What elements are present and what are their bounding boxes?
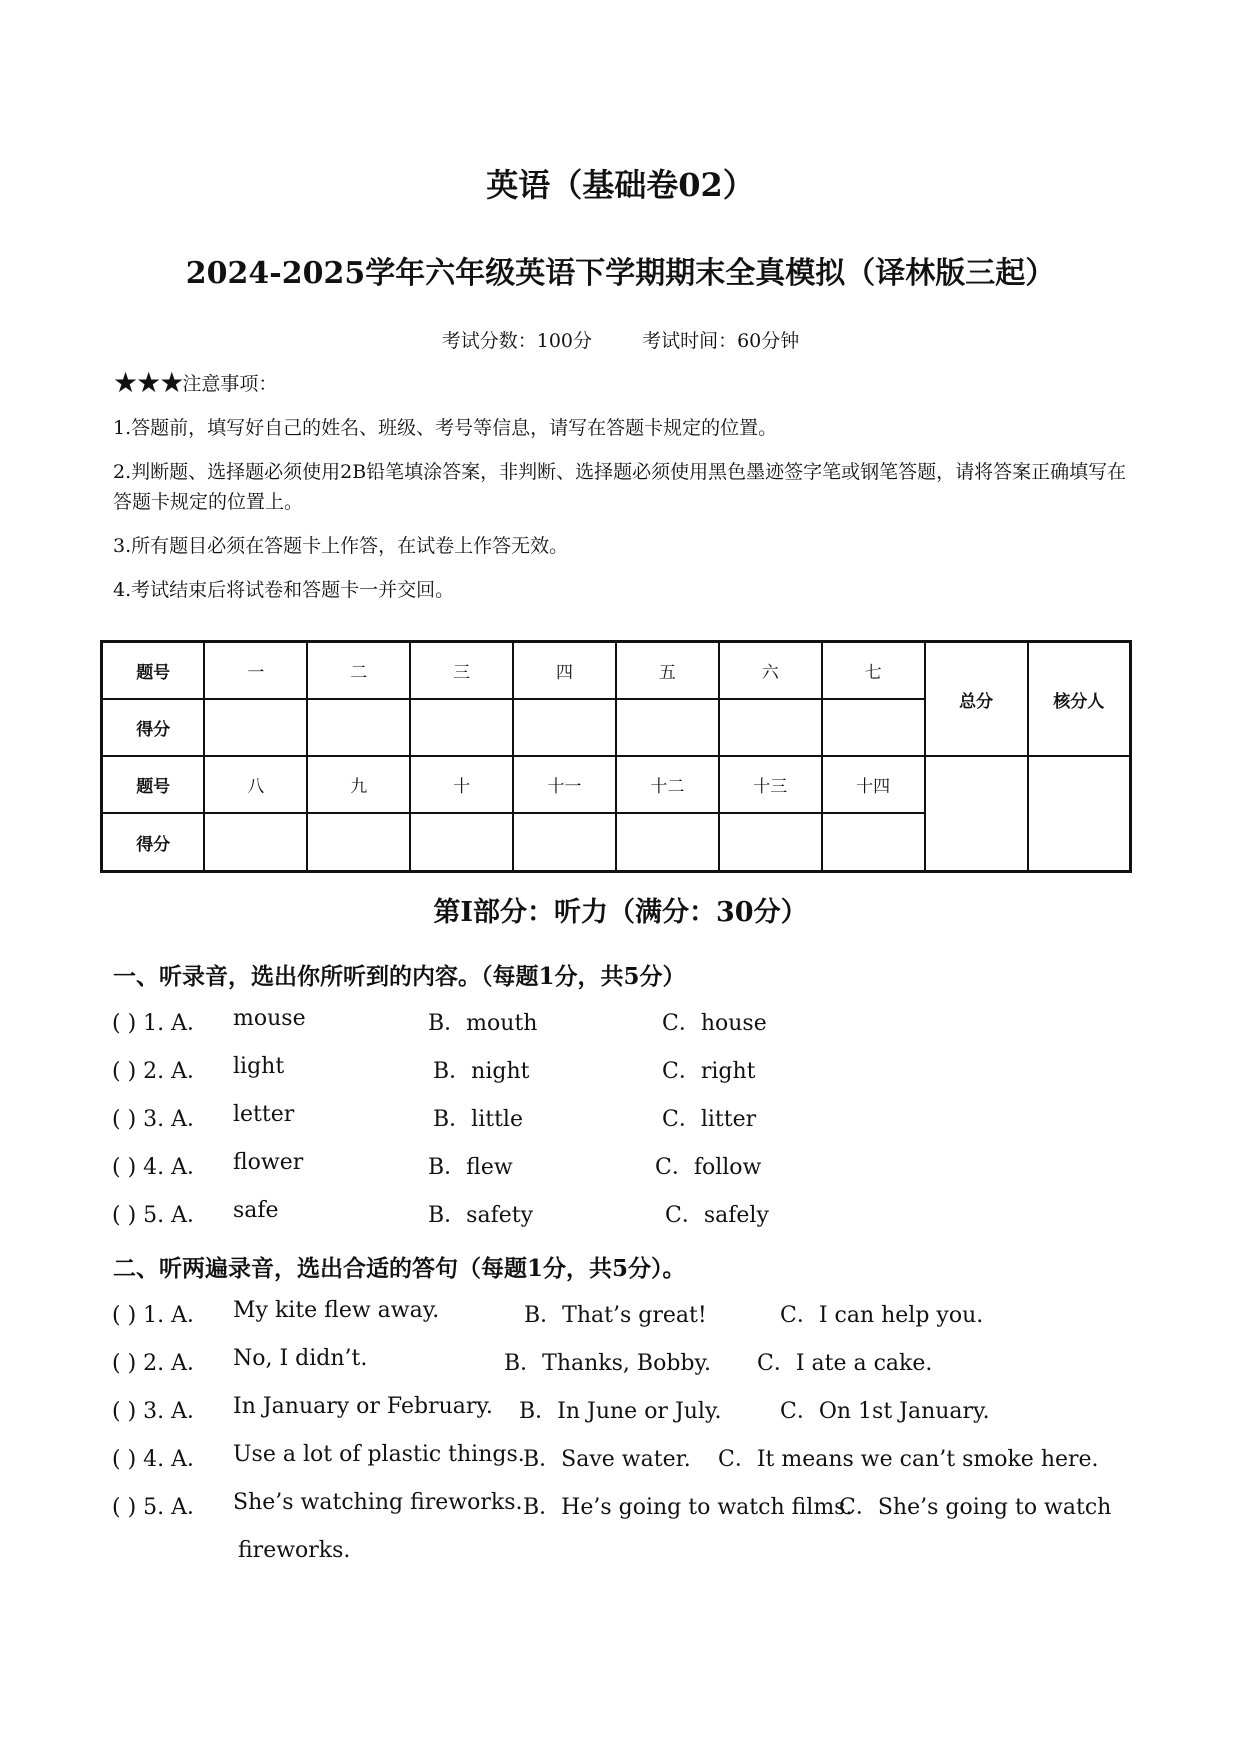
score-cell[interactable]: [616, 813, 719, 871]
option-c: C．right: [662, 1059, 756, 1084]
score-cell[interactable]: [616, 699, 719, 756]
option-b: B．safety: [428, 1203, 534, 1228]
score-cell[interactable]: [307, 813, 410, 871]
option-b: B．flew: [428, 1155, 513, 1180]
option-a: safe: [233, 1198, 279, 1223]
question-number: ( ) 4. A．: [112, 1155, 210, 1180]
section-title: 第Ⅰ部分：听力（满分：30分）: [433, 897, 808, 928]
question-number: ( ) 2. A．: [112, 1059, 210, 1084]
option-c: C．I can help you.: [780, 1303, 984, 1328]
exam-score-info: 考试分数：100分: [441, 330, 593, 352]
notes-item: 3.所有题目必须在答题卡上作答，在试卷上作答无效。: [113, 535, 569, 557]
option-c-continuation: fireworks.: [238, 1538, 351, 1563]
option-a: mouse: [233, 1006, 306, 1031]
score-cell[interactable]: [307, 699, 410, 756]
option-c: C．safely: [665, 1203, 769, 1228]
option-a: No, I didn’t.: [233, 1346, 368, 1371]
exam-meta: [0, 326, 1241, 353]
total-score-label: 总分: [925, 642, 1028, 757]
option-a: light: [233, 1054, 285, 1079]
option-c: C．She’s going to watch: [839, 1495, 1112, 1520]
option-b: B．night: [433, 1059, 530, 1084]
option-b: B．little: [433, 1107, 523, 1132]
score-cell[interactable]: [719, 699, 822, 756]
score-cell[interactable]: [719, 813, 822, 871]
question-number-cell: 十: [410, 756, 513, 813]
reviewer-label: 核分人: [1028, 642, 1131, 757]
question-number: ( ) 1. A．: [112, 1011, 210, 1036]
score-cell[interactable]: [204, 813, 307, 871]
notes-item: 1.答题前，填写好自己的姓名、班级、考号等信息，请写在答题卡规定的位置。: [113, 417, 778, 439]
score-cell[interactable]: [822, 699, 925, 756]
option-b: B．mouth: [428, 1011, 538, 1036]
reviewer-cell[interactable]: [1028, 756, 1131, 871]
option-a: She’s watching fireworks.: [233, 1490, 523, 1515]
part2-heading: 二、听两遍录音，选出合适的答句（每题1分，共5分）。: [113, 1255, 686, 1282]
option-b: B．That’s great!: [524, 1303, 707, 1328]
question-number-cell: 五: [616, 642, 719, 700]
question-number-cell: 二: [307, 642, 410, 700]
option-a: Use a lot of plastic things.: [233, 1442, 525, 1467]
total-score-cell[interactable]: [925, 756, 1028, 871]
row-label: 题号: [102, 756, 205, 813]
option-a: In January or February.: [233, 1394, 493, 1419]
score-cell[interactable]: [822, 813, 925, 871]
question-number: ( ) 1. A．: [112, 1303, 210, 1328]
option-b: B．In June or July.: [519, 1399, 722, 1424]
exam-subtitle: 2024-2025学年六年级英语下学期期末全真模拟（译林版三起）: [185, 256, 1056, 291]
part1-heading: 一、听录音，选出你所听到的内容。（每题1分，共5分）: [113, 963, 686, 990]
row-label: 得分: [102, 813, 205, 871]
question-number: ( ) 2. A．: [112, 1351, 210, 1376]
notes-heading: 注意事项：: [182, 373, 278, 395]
question-number-cell: 八: [204, 756, 307, 813]
question-number-cell: 九: [307, 756, 410, 813]
score-cell[interactable]: [410, 813, 513, 871]
option-a: letter: [233, 1102, 295, 1127]
option-c: C．I ate a cake.: [757, 1351, 933, 1376]
question-number: ( ) 5. A．: [112, 1495, 210, 1520]
notes-heading-line: [113, 368, 1133, 399]
question-number: ( ) 3. A．: [112, 1399, 210, 1424]
question-number-cell: 十一: [513, 756, 616, 813]
question-number: ( ) 3. A．: [112, 1107, 210, 1132]
notes-item: 2.判断题、选择题必须使用2B铅笔填涂答案，非判断、选择题必须使用黑色墨迹签字笔或钢笔答题，请将答案正确填写在答题卡规定的位置上。: [113, 461, 1127, 513]
row-label: 题号: [102, 642, 205, 700]
exam-time-info: 考试时间：60分钟: [642, 330, 800, 352]
question-number-cell: 一: [204, 642, 307, 700]
table-row: [102, 642, 1131, 700]
score-cell[interactable]: [513, 699, 616, 756]
option-b: B．Save water.: [523, 1447, 691, 1472]
row-label: 得分: [102, 699, 205, 756]
option-a: flower: [233, 1150, 304, 1175]
question-number-cell: 十二: [616, 756, 719, 813]
option-c: C．house: [662, 1011, 767, 1036]
question-number-cell: 七: [822, 642, 925, 700]
question-number-cell: 十三: [719, 756, 822, 813]
score-cell[interactable]: [204, 699, 307, 756]
table-row: [102, 756, 1131, 813]
notes-item: 4.考试结束后将试卷和答题卡一并交回。: [113, 579, 455, 601]
question-number-cell: 三: [410, 642, 513, 700]
star-icon: ★★★: [113, 366, 183, 399]
question-number: ( ) 4. A．: [112, 1447, 210, 1472]
notes-block: [113, 368, 1133, 619]
score-table: [100, 640, 1132, 873]
option-c: C．It means we can’t smoke here.: [718, 1447, 1099, 1472]
option-b: B．He’s going to watch films.: [523, 1495, 853, 1520]
question-number: ( ) 5. A．: [112, 1203, 210, 1228]
exam-title: 英语（基础卷02）: [486, 166, 755, 204]
option-c: C．On 1st January.: [780, 1399, 990, 1424]
option-c: C．litter: [662, 1107, 757, 1132]
question-number-cell: 十四: [822, 756, 925, 813]
option-c: C．follow: [655, 1155, 762, 1180]
option-a: My kite flew away.: [233, 1298, 440, 1323]
score-cell[interactable]: [410, 699, 513, 756]
question-number-cell: 六: [719, 642, 822, 700]
question-number-cell: 四: [513, 642, 616, 700]
score-cell[interactable]: [513, 813, 616, 871]
option-b: B．Thanks, Bobby.: [504, 1351, 711, 1376]
